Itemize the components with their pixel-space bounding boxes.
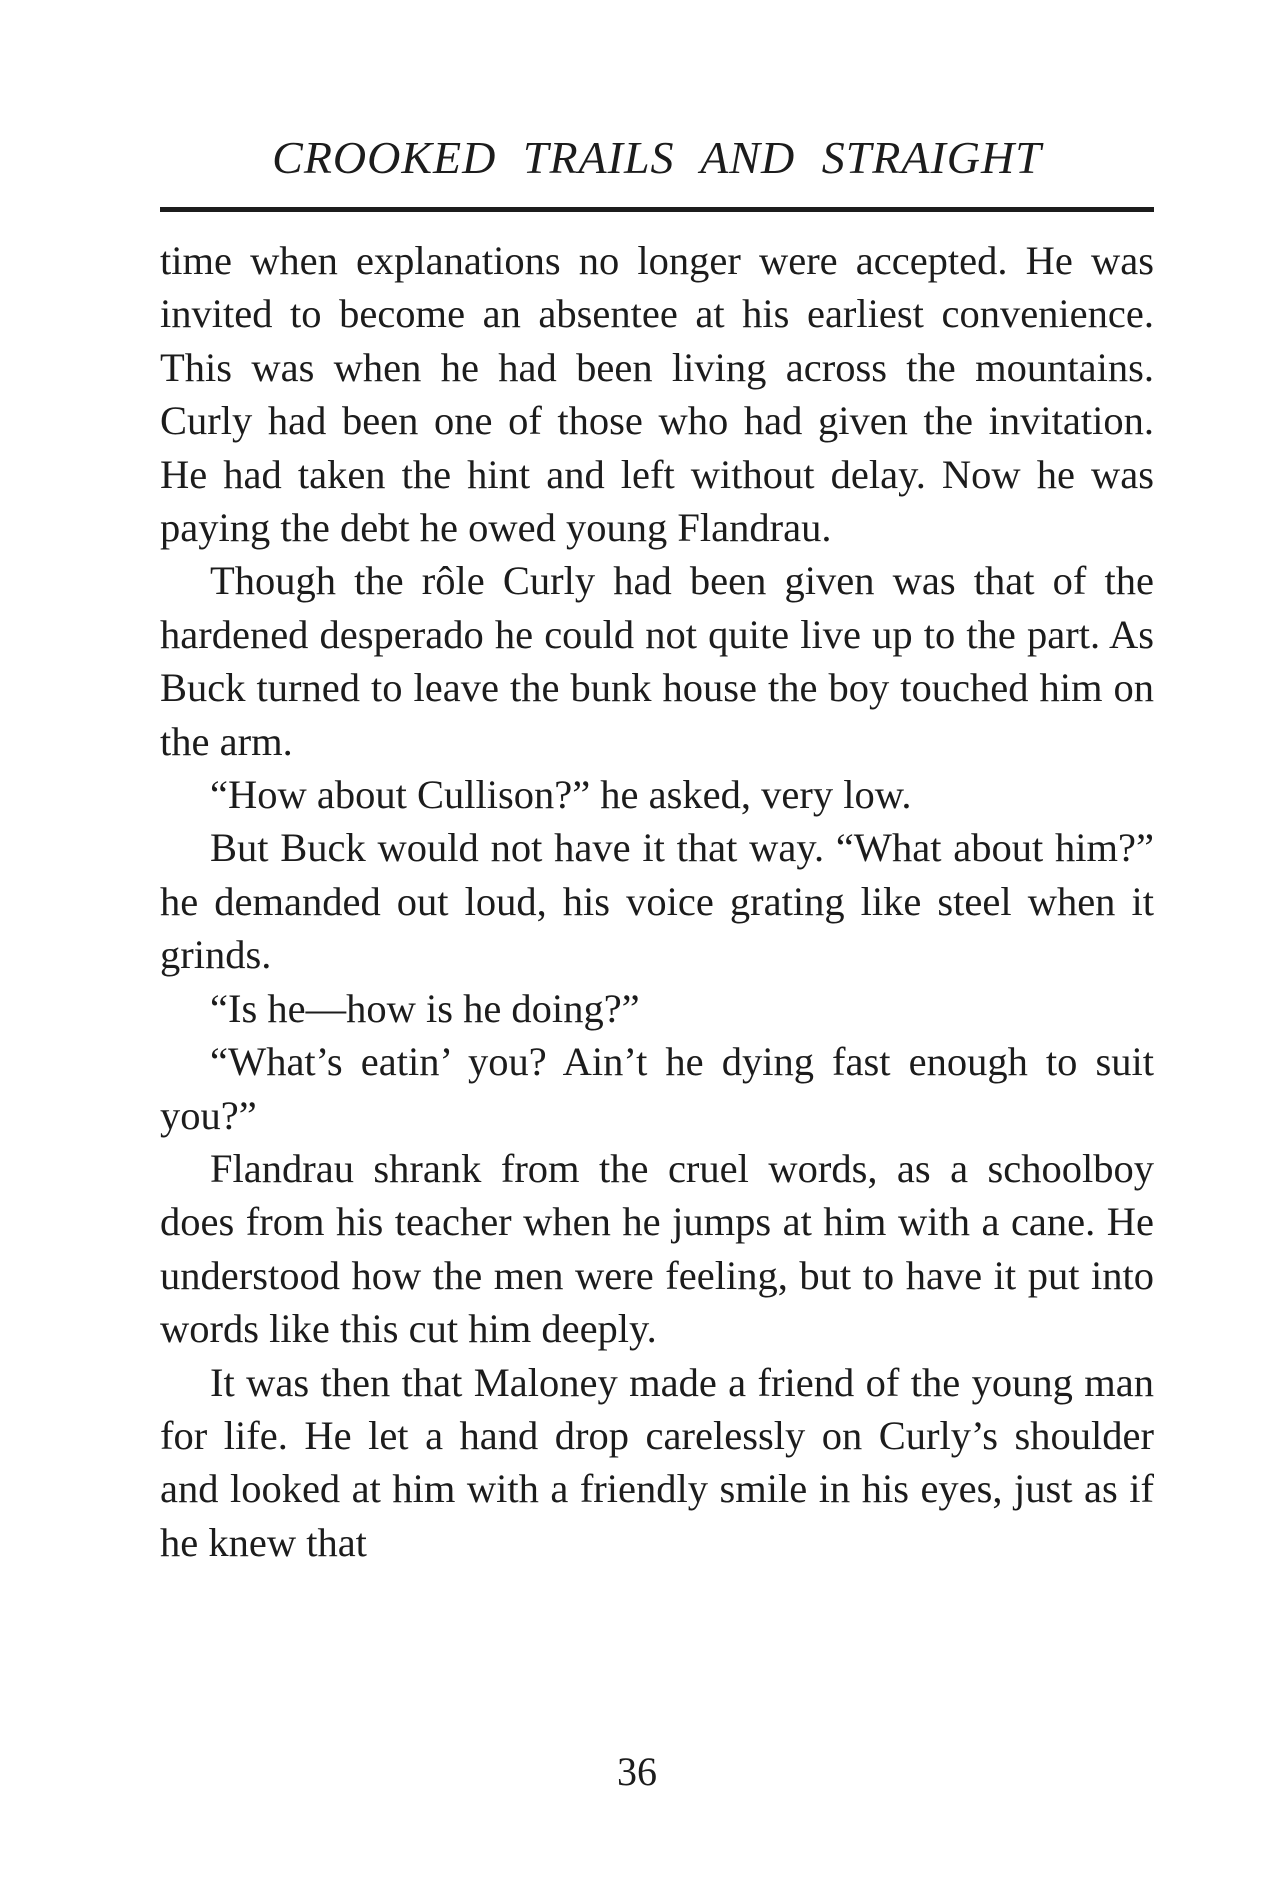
paragraph: “What’s eatin’ you? Ain’t he dying fast enough to suit you?” xyxy=(160,1039,1154,1138)
paragraph: “Is he—how is he doing?” xyxy=(210,985,640,1031)
header-rule xyxy=(160,207,1154,212)
paragraph: time when explanations no longer were accepted. He was invited to become an absentee at his earliest convenience. This was when he had been living across the mountains. Curly had been one of those who had given the invitation. He had taken the hint and left without delay. Now he was paying the debt he owed young Flandrau. xyxy=(160,238,1154,551)
paragraph: It was then that Maloney made a friend of the young man for life. He let a hand drop carelessly on Curly’s shoulder and looked at him with a friendly smile in his eyes, just as if he knew that xyxy=(160,1359,1154,1565)
page-number: 36 xyxy=(617,1749,657,1794)
paragraph: “How about Cullison?” he asked, very low. xyxy=(210,772,912,818)
paragraph: But Buck would not have it that way. “What about him?” he demanded out loud, his voice grating like steel when it grinds. xyxy=(160,825,1154,978)
paragraph: Flandrau shrank from the cruel words, as a schoolboy does from his teacher when he jumps at him with a cane. He understood how the men were feeling, but to have it put into words like this cut him deeply. xyxy=(160,1145,1154,1352)
body-text xyxy=(160,234,1154,1569)
running-title: CROOKED TRAILS AND STRAIGHT xyxy=(272,132,1042,183)
paragraph: Though the rôle Curly had been given was that of the hardened desperado he could not quite live up to the part. As Buck turned to leave the bunk house the boy touched him on the arm. xyxy=(160,558,1154,764)
